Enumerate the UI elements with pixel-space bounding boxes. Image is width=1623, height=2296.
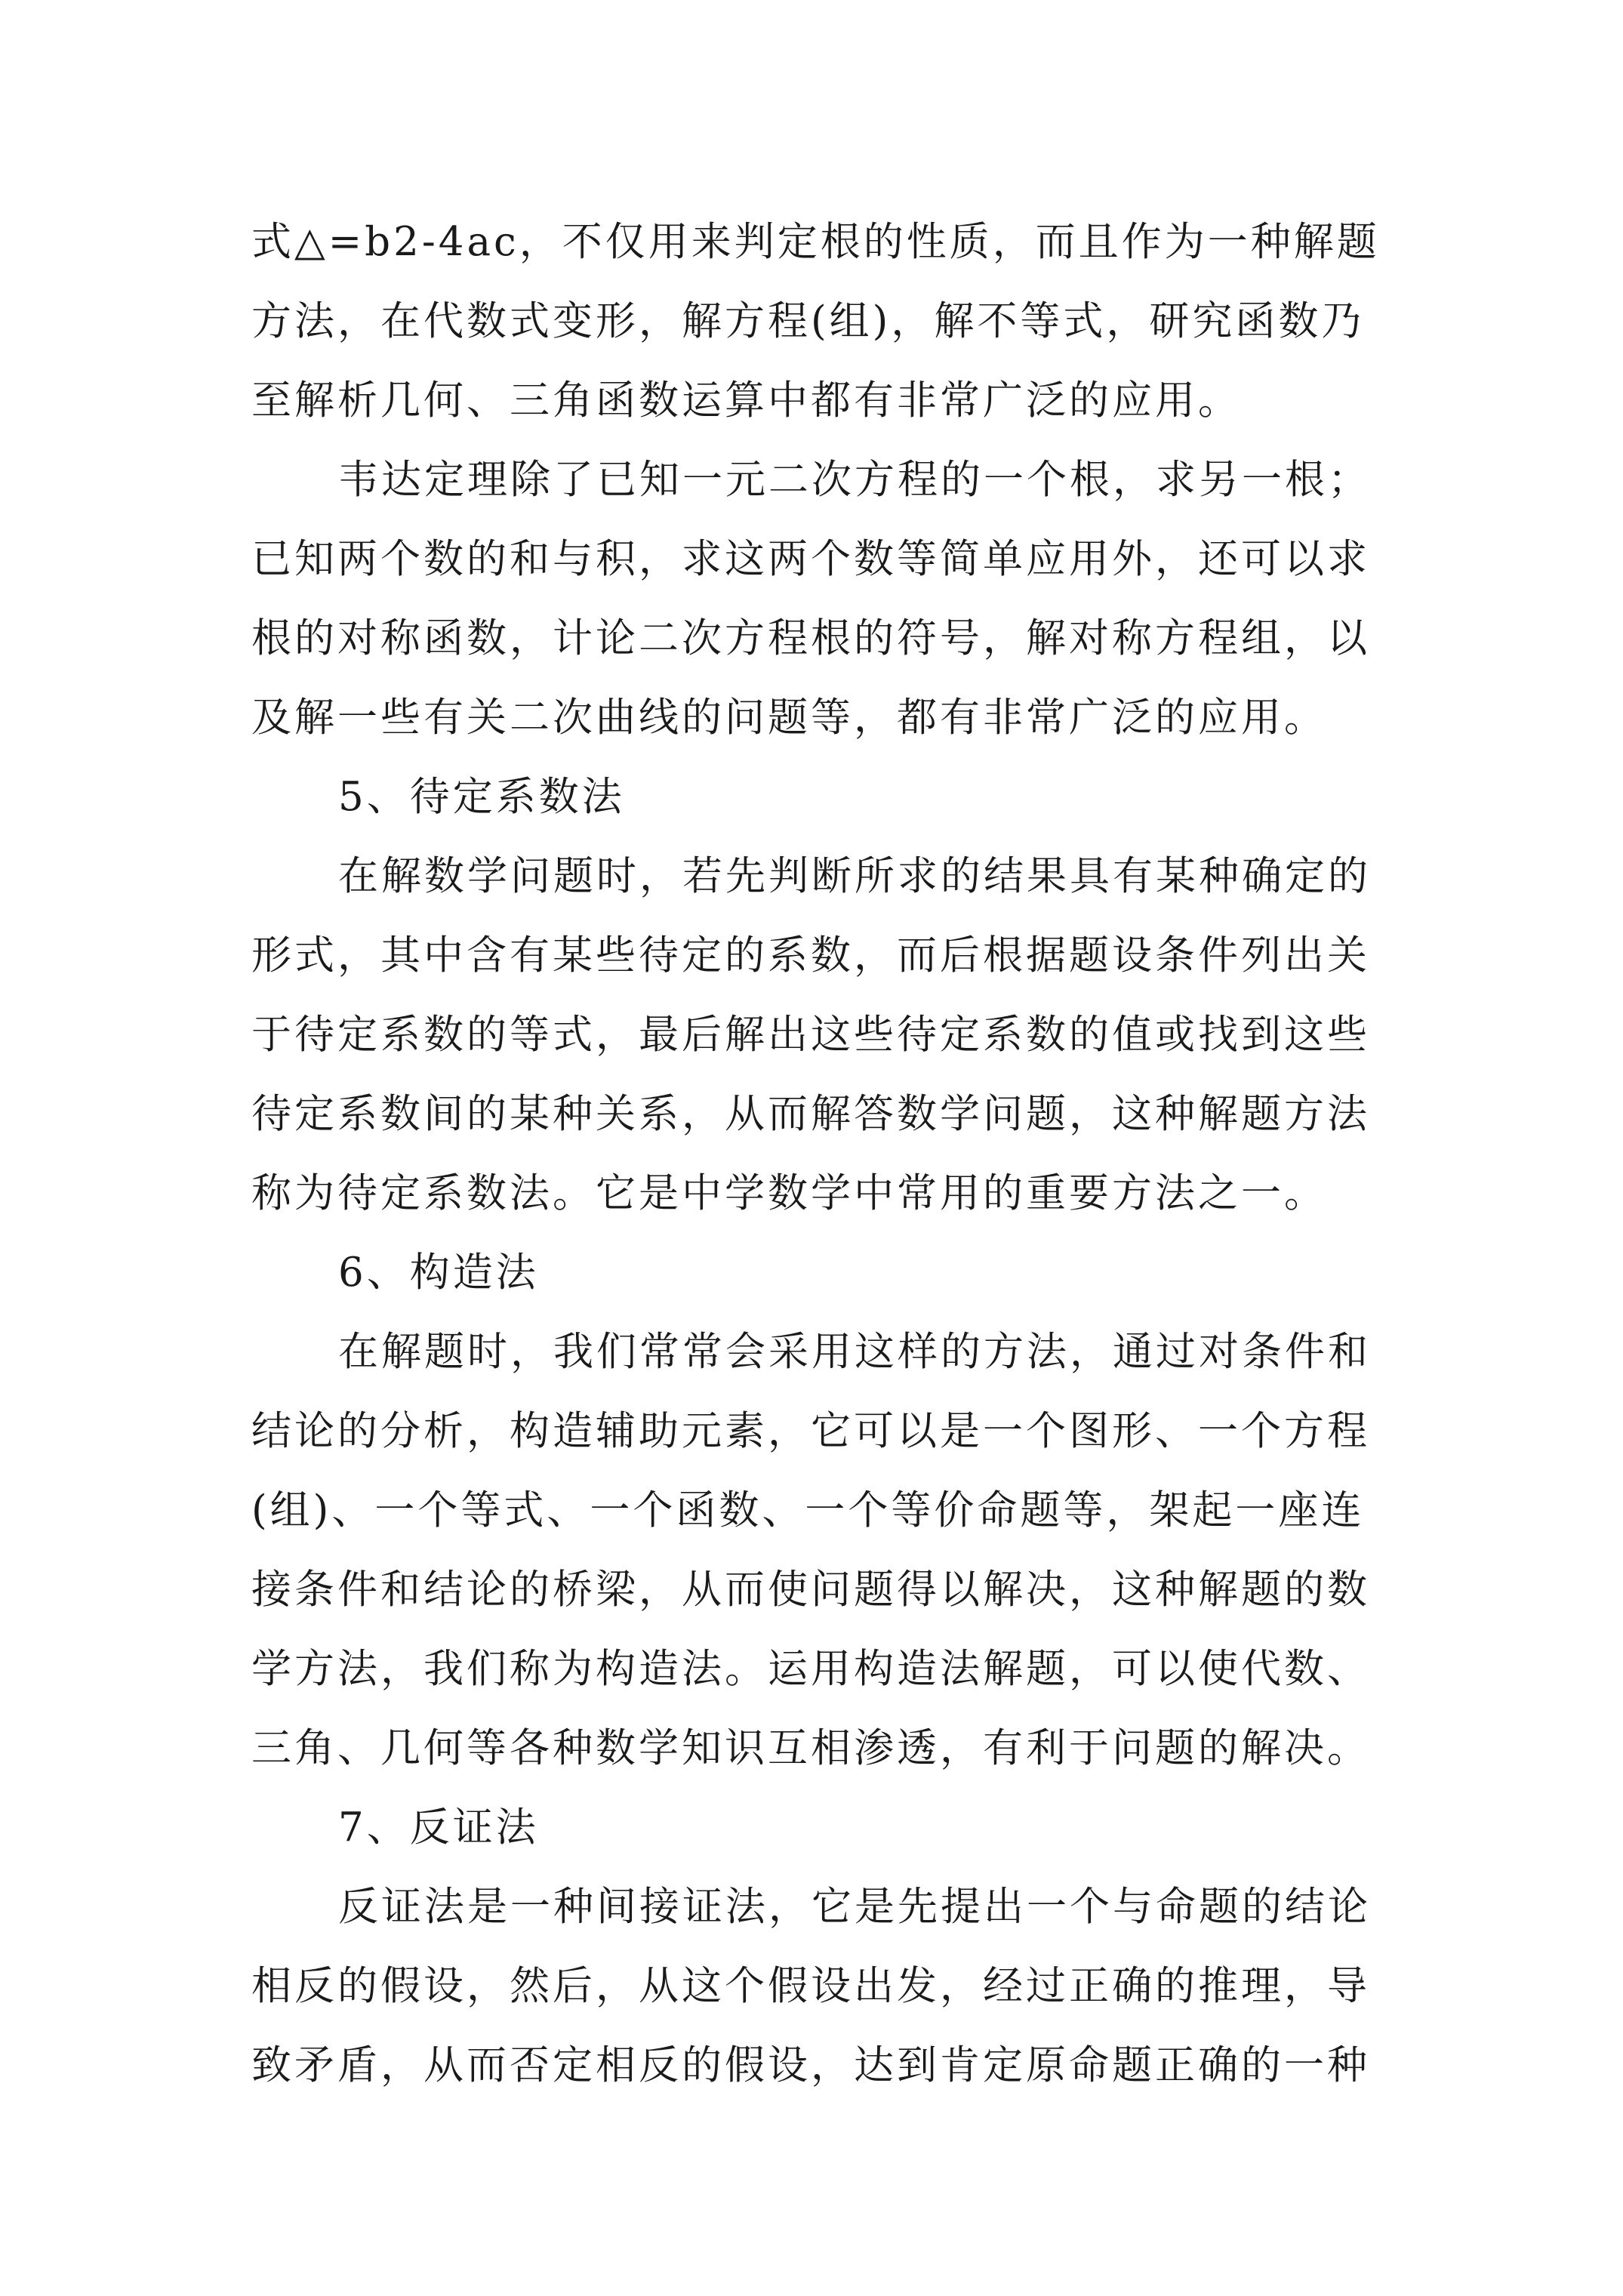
section-heading: 7、反证法 [338, 1804, 539, 1851]
text-line: 相反的假设，然后，从这个假设出发，经过正确的推理，导 [251, 1963, 1370, 2009]
text-line: 已知两个数的和与积，求这两个数等简单应用外，还可以求 [251, 536, 1370, 582]
text-line: 学方法，我们称为构造法。运用构造法解题，可以使代数、 [251, 1646, 1370, 1692]
text-line: 结论的分析，构造辅助元素，它可以是一个图形、一个方程 [251, 1408, 1370, 1454]
section-heading: 6、构造法 [338, 1250, 539, 1296]
text-line: 三角、几何等各种数学知识互相渗透，有利于问题的解决。 [251, 1725, 1370, 1771]
text-line: 致矛盾，从而否定相反的假设，达到肯定原命题正确的一种 [251, 2042, 1370, 2088]
text-line: 及解一些有关二次曲线的问题等，都有非常广泛的应用。 [251, 695, 1327, 741]
text-line: 待定系数间的某种关系，从而解答数学问题，这种解题方法 [251, 1091, 1370, 1137]
text-line: 方法，在代数式变形，解方程(组)，解不等式，研究函数乃 [251, 298, 1365, 344]
paragraph-first-line: 在解数学问题时，若先判断所求的结果具有某种确定的 [338, 853, 1371, 899]
text-line: 根的对称函数，计论二次方程根的符号，解对称方程组，以 [251, 615, 1370, 661]
text-line: (组)、一个等式、一个函数、一个等价命题等，架起一座连 [251, 1487, 1365, 1533]
text-line: 至解析几何、三角函数运算中都有非常广泛的应用。 [251, 378, 1241, 424]
paragraph-first-line: 韦达定理除了已知一元二次方程的一个根，求另一根； [338, 457, 1371, 503]
text-line: 称为待定系数法。它是中学数学中常用的重要方法之一。 [251, 1170, 1327, 1216]
text-line: 于待定系数的等式，最后解出这些待定系数的值或找到这些 [251, 1012, 1370, 1058]
text-line: 接条件和结论的桥梁，从而使问题得以解决，这种解题的数 [251, 1567, 1370, 1613]
paragraph-first-line: 在解题时，我们常常会采用这样的方法，通过对条件和 [338, 1329, 1371, 1375]
section-heading: 5、待定系数法 [338, 774, 625, 820]
text-line: 形式，其中含有某些待定的系数，而后根据题设条件列出关 [251, 932, 1370, 978]
paragraph-first-line: 反证法是一种间接证法，它是先提出一个与命题的结论 [338, 1884, 1371, 1930]
text-line: 式△=b2-4ac，不仅用来判定根的性质，而且作为一种解题 [251, 219, 1380, 265]
